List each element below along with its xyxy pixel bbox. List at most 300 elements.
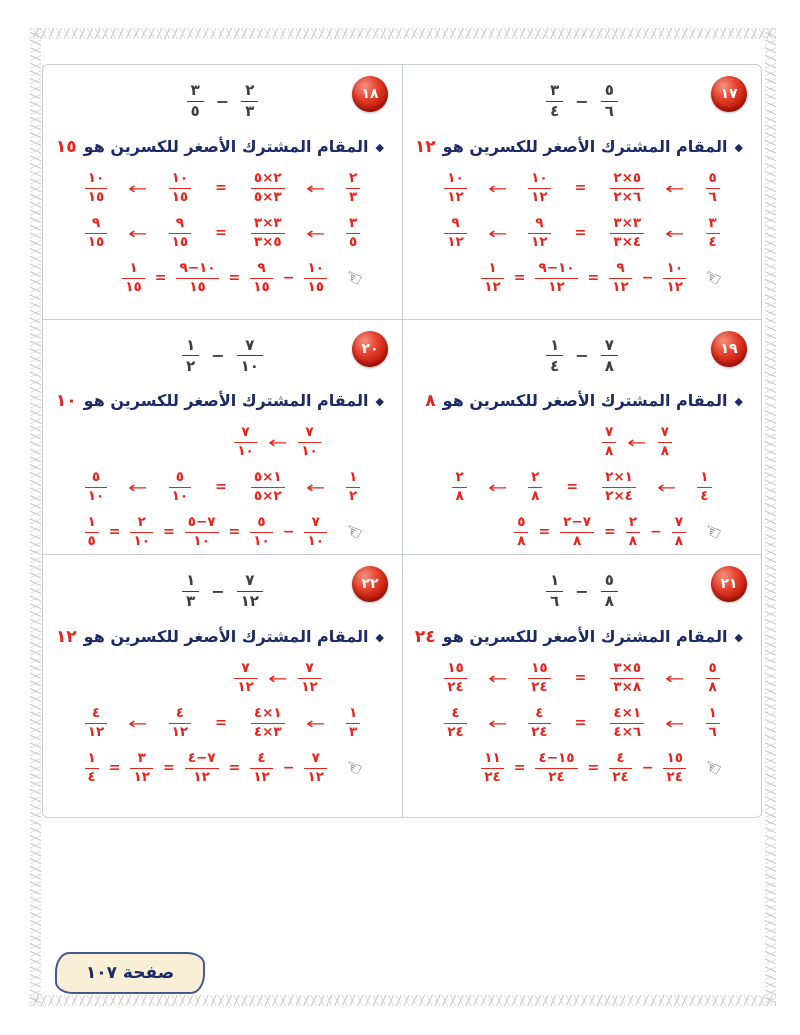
zigzag-border-left [30, 28, 41, 1006]
fraction-denominator: ١٢ [301, 678, 318, 695]
fraction [535, 750, 577, 786]
work-row [53, 705, 392, 741]
fraction-denominator: ٢٤ [484, 768, 501, 785]
fraction [514, 514, 528, 550]
fraction [187, 81, 204, 122]
fraction-denominator: ٢٤ [548, 768, 565, 785]
fraction [251, 170, 285, 206]
left-arrow-icon: ← [305, 477, 326, 497]
fraction-numerator: ٥ [604, 571, 614, 589]
fraction-denominator: ١٠ [133, 532, 150, 549]
diamond-bullet-icon: ◆ [375, 631, 384, 644]
fraction-denominator: ٨ [674, 532, 683, 549]
fraction-denominator: ٨ [628, 532, 637, 549]
fraction-numerator: ٣ [190, 81, 200, 99]
fraction-denominator: ١٢ [447, 188, 464, 205]
fraction-numerator: ١ [488, 260, 497, 276]
fraction-denominator: ١٢ [612, 278, 629, 295]
problem-expression [187, 81, 259, 122]
operator: = [228, 270, 241, 286]
fraction-denominator: ٣×٥ [253, 188, 282, 205]
operator: = [603, 524, 616, 540]
fraction-numerator: ١ [550, 335, 560, 354]
fraction [658, 424, 672, 460]
fraction-numerator: ١ [700, 469, 709, 485]
diamond-bullet-icon: ◆ [734, 141, 743, 154]
fraction [663, 260, 685, 296]
left-arrow-icon: ← [267, 432, 288, 452]
fraction-numerator: ٢ [455, 469, 464, 485]
problem-header [413, 73, 751, 129]
operator: − [282, 524, 295, 540]
diamond-bullet-icon: ◆ [734, 395, 743, 408]
left-arrow-icon: ← [128, 713, 148, 733]
fraction [122, 260, 144, 296]
fraction [610, 170, 644, 206]
fraction-numerator: ٤ [175, 705, 184, 721]
solution-work [413, 660, 751, 813]
fraction-denominator: ١٥ [171, 188, 189, 205]
fraction [169, 170, 191, 206]
fraction-denominator: ٨ [572, 532, 582, 549]
operator: − [575, 581, 589, 601]
left-arrow-icon: ← [656, 477, 677, 497]
operator: = [574, 670, 587, 686]
fraction-numerator: ٣ [550, 81, 560, 99]
left-arrow-icon: ← [128, 178, 148, 198]
fraction-denominator: ١٢ [237, 678, 254, 695]
fraction-denominator: ١٠ [253, 532, 270, 549]
fraction-denominator: ١٠ [240, 356, 259, 375]
operator: − [575, 91, 589, 111]
fraction-numerator: ٧ [311, 750, 320, 766]
fraction-denominator: ١٢ [531, 188, 548, 205]
problem-card [402, 554, 761, 817]
fraction-numerator: ٤ [257, 750, 266, 766]
fraction-numerator: ١ [550, 571, 560, 589]
fraction [609, 260, 631, 296]
fraction-numerator: ٥ [708, 170, 717, 186]
operator: − [641, 270, 654, 286]
fraction-denominator: ٤ [550, 356, 560, 375]
fraction-numerator: ٧ [604, 335, 614, 354]
work-row [53, 170, 392, 206]
fraction-denominator: ٢٤ [666, 768, 683, 785]
pointing-hand-icon: ☜ [340, 264, 366, 292]
operator: = [108, 760, 121, 776]
fraction [672, 514, 686, 550]
lcd-statement-text: المقام المشترك الأصغر للكسرين هو [83, 137, 369, 156]
work-row [413, 260, 751, 296]
operator: − [215, 91, 230, 111]
fraction-denominator: ٦ [708, 723, 717, 740]
fraction-denominator: ١٢ [87, 723, 105, 740]
pointing-hand-icon: ☜ [340, 518, 366, 546]
left-arrow-icon: ← [128, 223, 148, 243]
fraction-denominator: ٦ [604, 102, 614, 120]
fraction-numerator: ١١ [484, 750, 501, 766]
fraction [130, 750, 152, 786]
fraction [130, 514, 152, 550]
fraction-numerator: ٤ [616, 750, 625, 766]
fraction-numerator: ٢ [137, 514, 146, 530]
fraction [85, 215, 107, 251]
lcd-statement [53, 627, 392, 647]
operator: = [215, 180, 227, 196]
fraction-denominator: ١٥ [253, 278, 270, 295]
solution-work [413, 170, 751, 315]
fraction-denominator: ٣ [245, 102, 255, 120]
problem-header [53, 563, 392, 619]
fraction-denominator: ٤ [700, 487, 709, 504]
left-arrow-icon: ← [305, 178, 326, 198]
fraction-numerator: ٣ [708, 215, 717, 231]
left-arrow-icon: ← [487, 178, 508, 198]
operator: − [211, 346, 225, 365]
fraction-denominator: ٢٤ [447, 678, 464, 695]
fraction-denominator: ٣ [349, 188, 358, 205]
work-row [413, 750, 751, 786]
pointing-hand-icon: ☜ [699, 518, 725, 546]
fraction [185, 750, 219, 786]
fraction-denominator: ١٢ [253, 768, 270, 785]
left-arrow-icon: ← [665, 223, 685, 243]
work-row [53, 424, 392, 460]
work-row [413, 469, 751, 505]
fraction-numerator: ١٥−٤ [538, 750, 575, 766]
fraction [601, 335, 618, 376]
fraction-numerator: ٩ [451, 215, 460, 231]
fraction-numerator: ٧ [305, 424, 314, 440]
fraction-numerator: ٥ [91, 469, 101, 485]
fraction-numerator: ١×٤ [253, 705, 282, 721]
fraction-denominator: ٦ [550, 592, 560, 610]
work-row [413, 705, 751, 741]
fraction-numerator: ٤ [535, 705, 544, 721]
fraction [182, 571, 199, 612]
fraction-numerator: ٤ [91, 705, 101, 721]
fraction-numerator: ٥×٢ [613, 170, 642, 186]
fraction-denominator: ١٢ [240, 592, 259, 610]
fraction [601, 81, 618, 122]
fraction-denominator: ١٥ [171, 233, 189, 250]
fraction-numerator: ٧ [305, 660, 314, 676]
fraction-numerator: ٩ [91, 215, 101, 231]
fraction-denominator: ١٠ [301, 442, 318, 459]
fraction-numerator: ١ [349, 705, 358, 721]
operator: − [649, 524, 662, 540]
zigzag-border-right [765, 28, 776, 1006]
problem-expression [182, 571, 263, 612]
fraction [444, 660, 466, 696]
fraction [609, 750, 631, 786]
lcd-value: ٨ [425, 391, 436, 411]
fraction-numerator: ٥×٣ [613, 660, 642, 676]
fraction-denominator: ١٠ [237, 442, 254, 459]
fraction-denominator: ٤ [87, 768, 96, 785]
fraction [546, 571, 563, 612]
fraction-numerator: ٧−٤ [187, 750, 216, 766]
fraction-denominator: ١٢ [548, 278, 565, 295]
lcd-value: ١٠ [55, 391, 77, 411]
operator: − [282, 270, 295, 286]
operator: − [641, 760, 654, 776]
fraction-denominator: ٨ [604, 592, 614, 610]
fraction-denominator: ١٢ [447, 233, 464, 250]
fraction [346, 170, 360, 206]
fraction [706, 660, 720, 696]
fraction-numerator: ٥ [708, 660, 717, 676]
fraction [304, 750, 326, 786]
fraction-numerator: ٧−٥ [187, 514, 216, 530]
fraction-numerator: ٩ [616, 260, 625, 276]
left-arrow-icon: ← [305, 223, 326, 243]
operator: = [228, 760, 241, 776]
fraction-numerator: ٩ [257, 260, 266, 276]
fraction-numerator: ٣ [137, 750, 146, 766]
fraction [250, 750, 272, 786]
fraction-numerator: ٧ [311, 514, 320, 530]
fraction [169, 215, 191, 251]
fraction-denominator: ١٥ [189, 278, 206, 295]
fraction [169, 469, 191, 505]
operator: = [574, 715, 587, 731]
problem-number-badge: ١٩ [711, 331, 747, 367]
fraction [234, 424, 256, 460]
fraction-numerator: ٧−٢ [563, 514, 591, 530]
fraction-numerator: ١×٢ [605, 469, 633, 485]
fraction [237, 571, 263, 612]
operator: = [587, 270, 600, 286]
fraction [251, 469, 285, 505]
problem-number-badge: ٢٠ [352, 331, 388, 367]
fraction [444, 215, 466, 251]
fraction-numerator: ١×٥ [253, 469, 282, 485]
work-row [413, 424, 751, 460]
fraction-denominator: ٨ [605, 442, 614, 459]
fraction [304, 260, 326, 296]
work-row [53, 750, 392, 786]
fraction [601, 571, 618, 612]
fraction [85, 705, 107, 741]
fraction [346, 215, 360, 251]
solution-work [53, 170, 392, 315]
operator: = [228, 524, 241, 540]
fraction [444, 705, 466, 741]
fraction-numerator: ١ [87, 514, 96, 530]
fraction-numerator: ٢ [531, 469, 540, 485]
fraction-numerator: ١ [349, 469, 358, 485]
fraction [182, 335, 199, 376]
left-arrow-icon: ← [487, 668, 508, 688]
operator: = [538, 524, 551, 540]
problem-number-badge: ١٨ [352, 76, 388, 112]
fraction-numerator: ٧ [660, 424, 669, 440]
fraction [185, 514, 219, 550]
operator: = [513, 760, 526, 776]
fraction-numerator: ٥ [175, 469, 184, 485]
work-row [53, 660, 392, 696]
page-number-pill [55, 952, 205, 994]
work-row [413, 170, 751, 206]
fraction [481, 260, 503, 296]
work-row [53, 260, 392, 296]
problems-grid [42, 64, 762, 818]
fraction [346, 469, 360, 505]
fraction-numerator: ١ [708, 705, 717, 721]
fraction [528, 469, 542, 505]
fraction-denominator: ٥ [349, 233, 358, 250]
fraction-denominator: ٦×٢ [613, 188, 642, 205]
work-row [413, 660, 751, 696]
lcd-statement-text: المقام المشترك الأصغر للكسرين هو [442, 137, 728, 156]
fraction-denominator: ٢٤ [447, 723, 464, 740]
fraction-numerator: ٩ [535, 215, 544, 231]
fraction-numerator: ١٠ [447, 170, 464, 186]
fraction [250, 514, 272, 550]
work-row [413, 215, 751, 251]
fraction [663, 750, 685, 786]
fraction [481, 750, 503, 786]
fraction-numerator: ٧ [605, 424, 614, 440]
diamond-bullet-icon: ◆ [734, 631, 743, 644]
fraction [610, 215, 644, 251]
operator: = [215, 225, 227, 241]
fraction-numerator: ٩ [175, 215, 184, 231]
fraction-denominator: ٤ [550, 102, 560, 120]
fraction [237, 335, 263, 376]
fraction-denominator: ١٢ [171, 723, 189, 740]
lcd-value: ٢٤ [414, 627, 436, 647]
fraction-denominator: ١٢ [484, 278, 501, 295]
fraction-denominator: ١٢ [193, 768, 210, 785]
problem-number-badge: ٢٢ [352, 566, 388, 602]
fraction-numerator: ٢ [628, 514, 637, 530]
fraction-numerator: ٧ [241, 660, 250, 676]
fraction-numerator: ٧ [241, 424, 250, 440]
fraction [528, 660, 550, 696]
fraction-numerator: ١٠−٩ [538, 260, 575, 276]
fraction-denominator: ٨ [517, 532, 526, 549]
problem-card [43, 319, 402, 554]
fraction [610, 705, 644, 741]
fraction-denominator: ٨ [604, 356, 614, 375]
zigzag-border-top [30, 28, 776, 39]
work-row [413, 514, 751, 550]
lcd-statement [53, 391, 392, 411]
fraction-denominator: ١٥ [87, 188, 105, 205]
operator: − [211, 581, 225, 601]
operator: = [162, 760, 175, 776]
fraction-denominator: ١٠ [171, 487, 189, 504]
fraction-denominator: ١٥ [307, 278, 324, 295]
left-arrow-icon: ← [128, 477, 148, 497]
fraction-denominator: ١٢ [531, 233, 548, 250]
solution-work [53, 660, 392, 813]
fraction-denominator: ٥ [190, 102, 200, 120]
fraction-numerator: ٧ [674, 514, 683, 530]
operator: = [587, 760, 600, 776]
fraction-denominator: ١٢ [666, 278, 683, 295]
fraction [85, 469, 107, 505]
problem-expression [546, 335, 618, 376]
problem-card [43, 65, 402, 319]
fraction-denominator: ٤×٢ [605, 487, 633, 504]
fraction [528, 215, 550, 251]
lcd-value: ١٥ [55, 137, 77, 157]
problem-expression [546, 571, 618, 612]
fraction-denominator: ٢٤ [531, 723, 548, 740]
fraction-numerator: ١٠ [666, 260, 683, 276]
fraction-numerator: ٢×٥ [253, 170, 282, 186]
solution-work [413, 424, 751, 550]
fraction-denominator: ١٥ [125, 278, 142, 295]
fraction-denominator: ٤ [708, 233, 717, 250]
operator: = [162, 524, 175, 540]
fraction-numerator: ٣×٣ [613, 215, 642, 231]
fraction [706, 170, 720, 206]
fraction-denominator: ١٠ [193, 532, 210, 549]
fraction-numerator: ٧ [245, 571, 255, 589]
problem-card [402, 65, 761, 319]
lcd-value: ١٢ [414, 137, 436, 157]
fraction-denominator: ٢ [349, 487, 358, 504]
fraction-denominator: ١٢ [133, 768, 150, 785]
fraction-numerator: ١ [129, 260, 138, 276]
fraction-denominator: ٥×٣ [253, 233, 282, 250]
fraction-numerator: ١٥ [666, 750, 683, 766]
fraction [452, 469, 466, 505]
fraction-numerator: ١٠ [307, 260, 324, 276]
lcd-statement [413, 137, 751, 157]
lcd-statement [413, 391, 751, 411]
fraction [528, 705, 550, 741]
lcd-statement-text: المقام المشترك الأصغر للكسرين هو [442, 627, 728, 646]
fraction [706, 705, 720, 741]
problem-card [402, 319, 761, 554]
fraction-numerator: ٢ [349, 170, 358, 186]
solution-work [53, 424, 392, 550]
fraction [251, 215, 285, 251]
fraction-denominator: ٥ [87, 532, 96, 549]
fraction [176, 260, 218, 296]
problem-header [53, 328, 392, 383]
fraction-numerator: ١ [87, 750, 96, 766]
problem-expression [546, 81, 618, 122]
fraction-denominator: ٣ [186, 592, 196, 610]
operator: = [215, 715, 227, 731]
problem-header [413, 563, 751, 619]
lcd-statement-text: المقام المشترك الأصغر للكسرين هو [83, 391, 369, 410]
fraction-denominator: ٣ [349, 723, 358, 740]
fraction-denominator: ٢×٥ [253, 487, 282, 504]
lcd-statement-text: المقام المشترك الأصغر للكسرين هو [83, 627, 369, 646]
lcd-statement-text: المقام المشترك الأصغر للكسرين هو [442, 391, 728, 410]
fraction [298, 424, 320, 460]
fraction [535, 260, 577, 296]
problem-header [413, 328, 751, 383]
fraction [602, 424, 616, 460]
fraction-denominator: ٤×٣ [613, 233, 642, 250]
fraction [234, 660, 256, 696]
left-arrow-icon: ← [665, 713, 685, 733]
fraction-numerator: ٣×٣ [253, 215, 282, 231]
fraction-denominator: ١٠ [307, 532, 324, 549]
operator: − [575, 346, 589, 365]
fraction [85, 170, 107, 206]
left-arrow-icon: ← [267, 668, 288, 688]
fraction [250, 260, 272, 296]
